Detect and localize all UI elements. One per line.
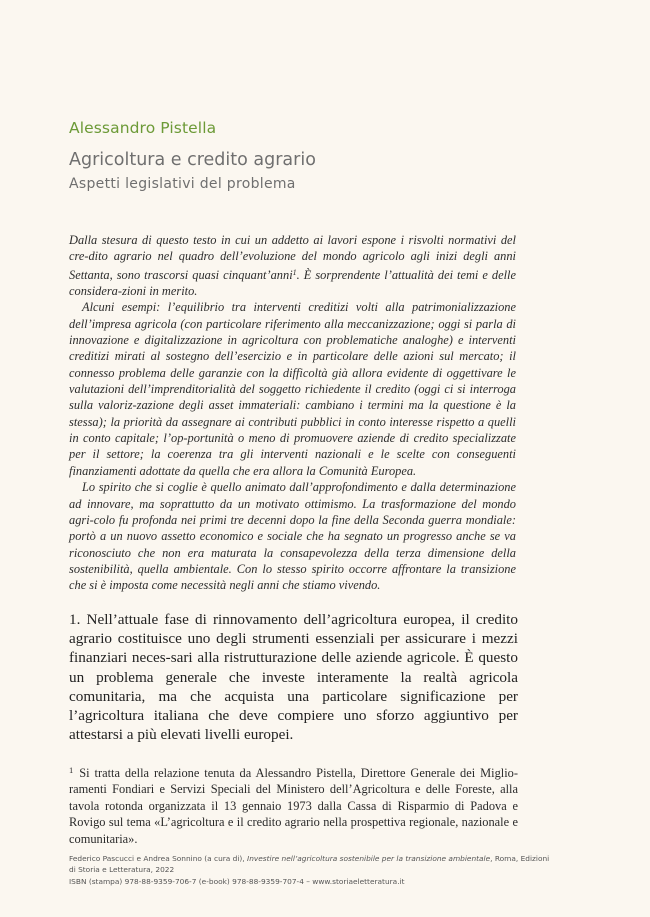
colophon-publisher: , Roma, Edizioni <box>490 854 550 863</box>
author-name: Alessandro Pistella <box>69 119 217 137</box>
colophon-book-title: Investire nell’agricoltura sostenibile per la transizione ambientale <box>247 854 491 863</box>
colophon <box>69 853 550 887</box>
footnote-reference: 1 <box>292 267 297 277</box>
abstract-paragraph-2: Alcuni esempi: l’equilibrio tra interventi creditizi volti alla patrimonializzazione dell’impresa agricola (con particolare riferimento alla meccanizzazione; oggi si parla di innovazione e digitalizzazione in agricoltura con problematiche analoghe) e interventi creditizi mirati al sostegno dell’esercizio e in particolare delle azioni sul mercato; il connesso problema delle garanzie con la difficoltà già allora evidente di oggettivare le valutazioni dell’imprenditorialità del soggetto richiedente il credito (oggi ci si interroga sulla valoriz-zazione degli asset immateriali: cambiano i termini ma la questione è la stessa); la priorità da assegnare ai contributi pubblici in conto interesse rispetto a quelli in conto capitale; l’op-portunità o meno di promuovere aziende di credito specializzate per il settore; la coerenza tra gli interventi nazionali e le scelte con conseguenti finanziamenti adottate da quella che era allora la Comunità Europea. <box>69 300 516 478</box>
footnote <box>69 762 518 847</box>
abstract <box>69 232 516 594</box>
colophon-editors: Federico Pascucci e Andrea Sonnino (a cura di), <box>69 854 248 863</box>
abstract-p1-text: Dalla stesura di questo testo in cui un addetto ai lavori espone i risvolti normativi del cre-dito agrario nel quadro dell’evoluzione del mondo agricolo agli inizi degli anni Settanta, sono trascorsi quasi cinquant’anni <box>69 233 516 282</box>
abstract-paragraph-3: Lo spirito che si coglie è quello animato dall’approfondimento e dalla determinazione ad innovare, ma soprattutto da un motivato ottimismo. La trasformazione del mondo agri-colo fu profonda nei primi tre decenni dopo la fine della Seconda guerra mondiale: portò a un nuovo assetto economico e sociale che ha segnato un progresso anche se va riconosciuto che non era maturata la consapevolezza della terza dimensione della sostenibilità, quella ambientale. Con lo stesso spirito occorre affrontare la transizione che si è imposta come necessità negli anni che stiamo vivendo. <box>69 480 516 593</box>
colophon-isbn: ISBN (stampa) 978-88-9359-706-7 (e-book) 978-88-9359-707-4 – www.storiaeletteratura.it <box>69 876 405 886</box>
colophon-line-2: di Storia e Letteratura, 2022 <box>69 865 175 875</box>
abstract-paragraph-1 <box>69 232 516 299</box>
chapter-title: Agricoltura e credito agrario <box>69 150 316 170</box>
footnote-text: Si tratta della relazione tenuta da Alessandro Pistella, Direttore Generale dei Miglio-ramenti Fondiari e Servizi Speciali del Ministero dell’Agricoltura e delle Foreste, alla tavola rotonda organizzata il 13 gennaio 1973 dalla Cassa di Risparmio di Padova e Rovigo sul tema «L’agricoltura e il credito agrario nella prospettiva regionale, nazionale e comunitaria». <box>69 766 518 846</box>
footnote-marker: 1 <box>69 765 74 775</box>
colophon-line-1 <box>69 853 550 864</box>
footnote-paragraph <box>69 762 518 847</box>
body-text <box>69 610 518 744</box>
chapter-subtitle: Aspetti legislativi del problema <box>69 176 296 192</box>
abstract-p1-text-end: . È sorprendente l’attualità dei temi e delle considera-zioni in merito. <box>69 267 516 299</box>
body-paragraph-1: 1. Nell’attuale fase di rinnovamento dell’agricoltura europea, il credito agrario costituisce uno degli strumenti essenziali per assicurare i mezzi finanziari neces-sari alla ristrutturazione delle aziende agricole. È questo un problema generale che investe interamente la realtà agricola comunitaria, ma che acquista una particolare significazione per l’agricoltura italiana che deve compiere uno sforzo aggiuntivo per attestarsi a più elevati livelli europei. <box>69 611 518 744</box>
